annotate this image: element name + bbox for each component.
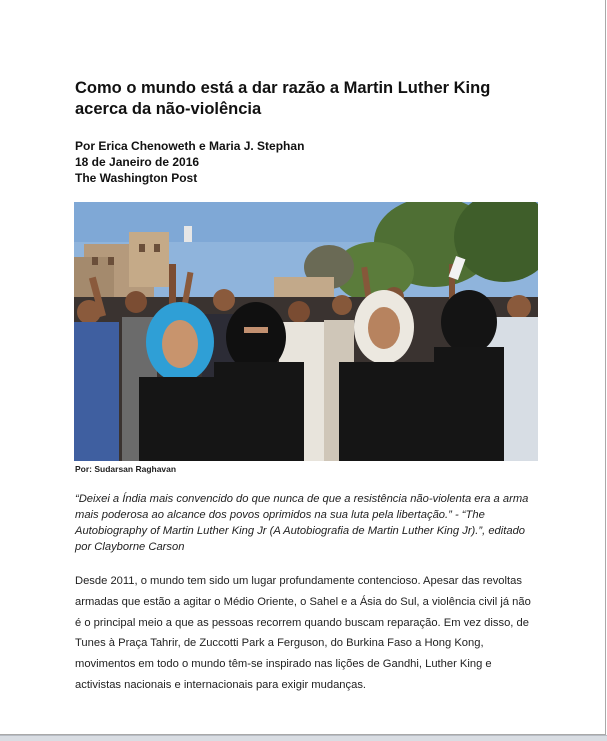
byline — [75, 138, 304, 186]
window-bottom-strip — [0, 735, 607, 741]
author-line: Por Erica Chenoweth e Maria J. Stephan — [75, 139, 305, 153]
epigraph-quote: “Deixei a Índia mais convencido do que nunca de que a resistência não-violenta era a arma mais poderosa ao alcance dos povos oprimidos na sua luta pela libertação.” - “The Autobiography of Martin Luther King Jr (A Autobiografia de Martin Luther King Jr).”, editado por Clayborne Carson — [75, 493, 529, 553]
photo-credit: Por: Sudarsan Raghavan — [75, 464, 177, 474]
article-title: Como o mundo está a dar razão a Martin Luther King acerca da não-violência — [75, 79, 491, 118]
article-body: Desde 2011, o mundo tem sido um lugar profundamente contencioso. Apesar das revoltas armadas que estão a agitar o Médio Oriente, o Sahel e a Ásia do Sul, a violência civil já não é o principal meio a que as pessoas recorrem quando buscam reparação. Em vez disso, de Tunes à Praça Tahrir, de Zuccotti Park a Ferguson, do Burkina Faso a Hong Kong, movimentos em todo o mundo têm-se inspirado nas lições de Gandhi, Luther King e activistas nacionais e internacionais para exigir mudanças. — [75, 575, 531, 691]
photo-niqab-figure — [226, 302, 286, 372]
publish-date: 18 de Janeiro de 2016 — [75, 155, 200, 169]
protest-photo — [74, 202, 538, 461]
publication-name: The Washington Post — [75, 171, 198, 185]
